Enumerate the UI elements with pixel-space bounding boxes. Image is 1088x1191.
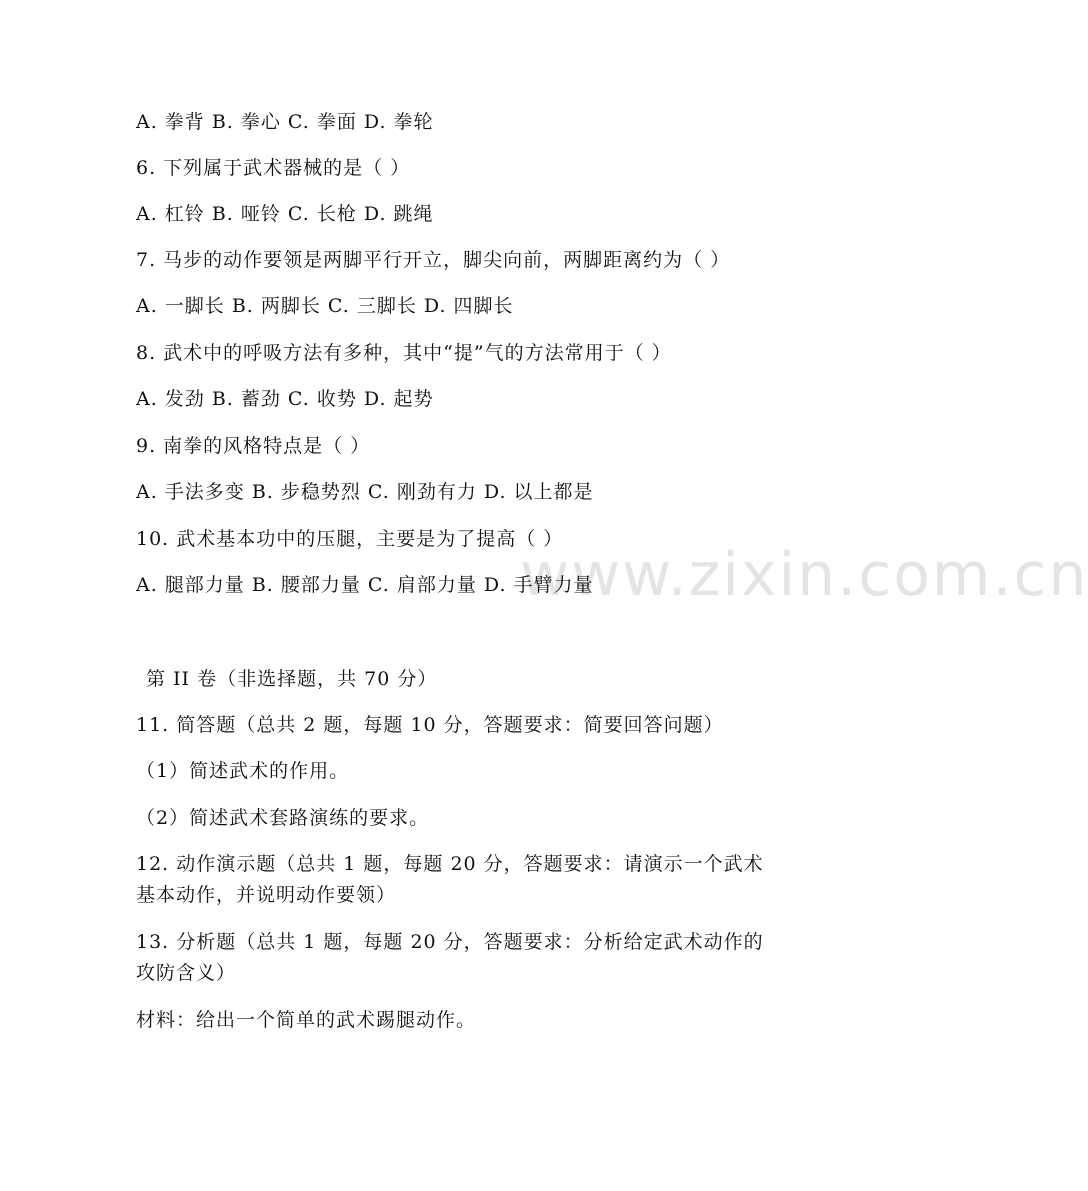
question-13-line-1: 13. 分析题（总共 1 题，每题 20 分，答题要求：分析给定武术动作的 — [136, 931, 764, 953]
question-7-stem: 7. 马步的动作要领是两脚平行开立，脚尖向前，两脚距离约为（ ） — [136, 249, 731, 271]
question-12-line-2: 基本动作，并说明动作要领） — [136, 884, 397, 906]
question-6-options: A. 杠铃 B. 哑铃 C. 长枪 D. 跳绳 — [136, 203, 434, 225]
question-9-stem: 9. 南拳的风格特点是（ ） — [136, 435, 371, 457]
question-11-stem: 11. 简答题（总共 2 题，每题 10 分，答题要求：简要回答问题） — [136, 714, 724, 736]
question-10-stem: 10. 武术基本功中的压腿，主要是为了提高（ ） — [136, 528, 564, 550]
question-7-options: A. 一脚长 B. 两脚长 C. 三脚长 D. 四脚长 — [136, 295, 514, 317]
question-13-line-2: 攻防含义） — [136, 962, 237, 984]
question-9-options: A. 手法多变 B. 步稳势烈 C. 刚劲有力 D. 以上都是 — [136, 481, 594, 503]
section-2-title: 第 II 卷（非选择题，共 70 分） — [146, 668, 438, 690]
watermark: www.zixin.com.cn — [520, 540, 1088, 610]
question-8-options: A. 发劲 B. 蓄劲 C. 收势 D. 起势 — [136, 388, 434, 410]
question-12-line-1: 12. 动作演示题（总共 1 题，每题 20 分，答题要求：请演示一个武术 — [136, 853, 764, 875]
question-11-sub-1: （1）简述武术的作用。 — [136, 760, 350, 782]
question-11-sub-2: （2）简述武术套路演练的要求。 — [136, 807, 430, 829]
question-6-stem: 6. 下列属于武术器械的是（ ） — [136, 157, 411, 179]
question-10-options: A. 腿部力量 B. 腰部力量 C. 肩部力量 D. 手臂力量 — [136, 574, 594, 596]
question-5-options: A. 拳背 B. 拳心 C. 拳面 D. 拳轮 — [136, 111, 434, 133]
question-8-stem: 8. 武术中的呼吸方法有多种，其中“提”气的方法常用于（ ） — [136, 342, 672, 364]
question-13-material: 材料：给出一个简单的武术踢腿动作。 — [136, 1009, 477, 1031]
